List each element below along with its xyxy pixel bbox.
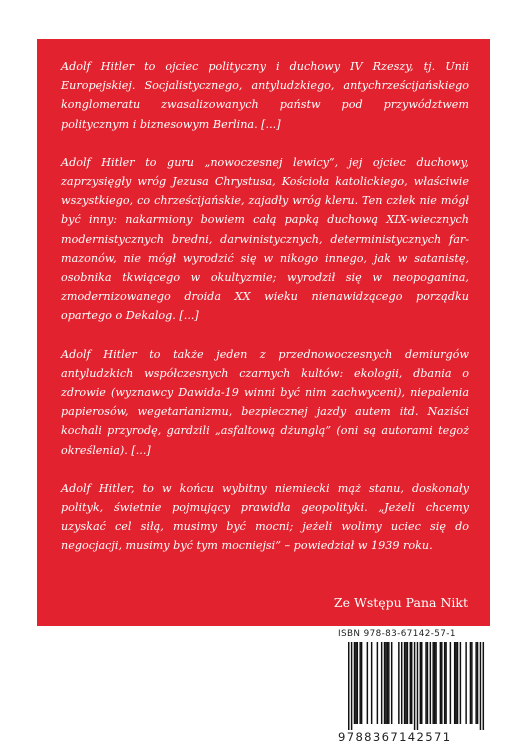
barcode-bar bbox=[475, 642, 476, 724]
barcode-bar bbox=[445, 642, 446, 724]
barcode-bar bbox=[414, 642, 415, 730]
barcode-bar bbox=[425, 642, 426, 724]
barcode-bar bbox=[359, 642, 360, 724]
barcode-bar bbox=[470, 642, 471, 724]
barcode-bar bbox=[405, 642, 406, 724]
barcode-bar bbox=[388, 642, 389, 724]
barcode-bar bbox=[387, 642, 388, 724]
barcode-bar bbox=[457, 642, 458, 724]
barcode-bar bbox=[465, 642, 466, 724]
barcode-bar bbox=[477, 642, 478, 724]
barcode-bar bbox=[355, 642, 356, 724]
barcode-bar bbox=[430, 642, 431, 724]
barcode-bar bbox=[450, 642, 451, 724]
barcode-bar bbox=[367, 642, 368, 724]
blurb-paragraph-3: Adolf Hitler to także jeden z przednowoczesnych demiurgów antyludzkich współczesnych czarnych kultów: ekologii, dbania o zdrowie (wyznawcy Dawida-19 winni być nim zachwyceni), niepalenia papierosów, wegetarianizmu, bezpiecznej jazdy autem itd. Naziści kochali przyrodę, gardzili „asfaltową dżunglą” (oni są autorami tegoż określenia). [...] bbox=[61, 347, 469, 457]
barcode bbox=[338, 642, 486, 730]
barcode-bar bbox=[441, 642, 442, 724]
barcode-bar bbox=[361, 642, 362, 724]
isbn-label: ISBN 978-83-67142-57-1 bbox=[338, 629, 456, 639]
barcode-bar bbox=[435, 642, 436, 724]
barcode-bar bbox=[454, 642, 455, 724]
blurb-paragraph-4: Adolf Hitler, to w końcu wybitny niemiecki mąż stanu, doskonały polityk, świetnie pojmujący prawidła geopolityki. „Jeżeli chcemy uzyskać cel siłą, musimy być mocni; jeżeli wolimy uciec się do negocjacji, musimy być tym mocniejsi” – powiedział w 1939 roku. bbox=[61, 481, 469, 553]
blurb-paragraph-2: Adolf Hitler to guru „nowoczesnej lewicy”, jej ojciec duchowy, zaprzysięgły wróg Jezusa Chrystusa, Kościoła katolickiego, właściwie wszystkiego, co chrześcijańskie, zajadły wróg kleru. Ten człek nie mógł być inny: nakarmiony bowiem całą papką duchową XIX-wiecznych modernistycznych bredni, darwinistycznych, deterministycznych farmazonów, nie mógł wyrodzić się w nikogo innego, jak w satanistę, osobnika tkwiącego w okultyzmie; wyrodził się w neopoganina, zmodernizowanego droida XX wieku nienawidzącego porządku opartego o Dekalog. [...] bbox=[61, 155, 469, 323]
barcode-bars bbox=[338, 642, 486, 730]
barcode-bar bbox=[371, 642, 372, 724]
barcode-bar bbox=[440, 642, 441, 724]
barcode-bar bbox=[483, 642, 484, 730]
barcode-bar bbox=[432, 642, 433, 724]
barcode-bar bbox=[434, 642, 435, 724]
back-cover-blurb bbox=[61, 57, 469, 575]
barcode-digits: 9788367142571 bbox=[338, 730, 452, 744]
barcode-bar bbox=[357, 642, 358, 724]
barcode-bar bbox=[417, 642, 418, 730]
barcode-bar bbox=[444, 642, 445, 724]
barcode-bar bbox=[401, 642, 402, 724]
barcode-bar bbox=[404, 642, 405, 724]
barcode-bar bbox=[351, 642, 352, 730]
barcode-bar bbox=[460, 642, 461, 724]
barcode-bar bbox=[410, 642, 411, 724]
barcode-bar bbox=[455, 642, 456, 724]
barcode-bar bbox=[377, 642, 378, 724]
barcode-bar bbox=[398, 642, 399, 724]
barcode-bar bbox=[385, 642, 386, 724]
barcode-bar bbox=[480, 642, 481, 730]
barcode-bar bbox=[420, 642, 421, 724]
barcode-bar bbox=[384, 642, 385, 724]
barcode-bar bbox=[421, 642, 422, 724]
attribution: Ze Wstępu Pana Nikt bbox=[333, 595, 468, 610]
barcode-bar bbox=[471, 642, 472, 724]
blurb-paragraph-1: Adolf Hitler to ojciec polityczny i duchowy IV Rzeszy, tj. Unii Europejskiej. Socjalistycznego, antyludzkiego, antychrześcijańskiego konglomeratu zwasalizowanych państw pod przywództwem politycznym i biznesowym Berlina. [...] bbox=[61, 60, 469, 131]
barcode-bar bbox=[381, 642, 382, 724]
barcode-bar bbox=[407, 642, 408, 724]
barcode-bar bbox=[427, 642, 428, 724]
barcode-bar bbox=[354, 642, 355, 724]
barcode-bar bbox=[411, 642, 412, 724]
barcode-bar bbox=[391, 642, 392, 724]
barcode-bar bbox=[348, 642, 349, 730]
